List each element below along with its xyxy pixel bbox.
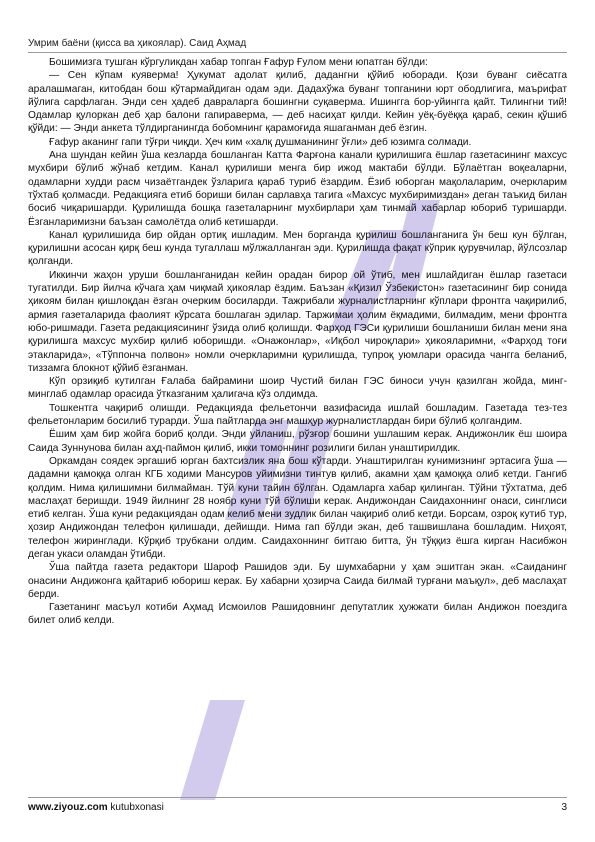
paragraph: Газетанинг масъул котиби Аҳмад Исмоилов Рашидовнинг депутатлик ҳужжати билан Андижон поездига билет олиб келди. — [28, 602, 567, 627]
page-footer — [28, 802, 567, 813]
footer-divider — [28, 797, 567, 798]
paragraph: Бошимизга тушган кўргуликдан хабар топган Ғафур Ғулом мени юпатган бўлди: — [49, 57, 428, 68]
footer-site-link[interactable]: www.ziyouz.com — [28, 802, 108, 813]
paragraph: Канал қурилишида бир ойдан ортиқ ишладим. Мен борганда қурилиш бошланганига ўн беш кун бўлган, қурилишни асосан қирқ беш кунда тугаллаш мўлжалланган эди. Қурилишда фақат кўприк қурувчилар, йўлсозлар қолганди. — [28, 229, 567, 268]
document-body — [28, 56, 567, 628]
paragraph: Тошкентга чақириб олишди. Редакцияда фельетончи вазифасида ишлай бошладим. Газетада тез-тез фельетонларим босилиб турарди. Ўша пайтларда энг машҳур журналистлардан бири бўлиб қолгандим. — [28, 402, 567, 428]
paragraph: Ёшим ҳам бир жойга бориб қолди. Энди уйланиш, рўзғор бошини ушлашим керак. Андижонлик ёш шоира Саида Зуннунова билан аҳд-паймон қилиб, икки томоннинг розилиги билан унаштирилдик. — [28, 429, 567, 454]
book-title: Умрим баёни (қисса ва ҳикоялар). Саид Аҳмад — [28, 38, 247, 49]
page-header — [28, 38, 567, 49]
paragraph: Ана шундан кейин ўша кезларда бошланган Катта Фарғона канали қурилишига ёшлар газетасининг махсус мухбири бўлиб жўнаб кетдим. Канал қурилиши менга бир ижод мактаби бўлди. Бўлаётган воқеаларни, одамларни худди расм чизаётгандек ўзларига қараб туриб ёзардим. Ёзиб юборган мақолаларим, очеркларим тўхтаб қолмасди. Редакцияга етиб бориши билан сарлавҳа тагига «Махсус мухбиримиздан» деган таъкид билан босиб чиқаришарди. Қурилишда бошқа газеталарнинг мухбирлари ҳам тинмай хабарлар юбориб туришарди. Ёзганларимизни баъзан самолётда олиб кетишарди. — [28, 150, 567, 228]
header-divider — [28, 52, 567, 53]
footer-site-suffix: kutubxonasi — [107, 802, 164, 813]
paragraph: Кўп орзиқиб кутилган Ғалаба байрамини шоир Чустий билан ГЭС биноси учун қазилган жойда, минг-минглаб одамлар орасида ўтказганим ҳалигача кўз олдимда. — [28, 376, 567, 401]
paragraph: Оркамдан соядек эргашиб юрган бахтсизлик яна бош кўтарди. Унаштирилган кунимизнинг эртасига ўша — дадамни қамоққа олган КГБ ходими Мансуров уйимизни тинтув қилиб, акамни ҳам қамоққа олиб кетди. Гангиб қолдим. Нима қилишимни билмайман. Тўй куни тайин бўлган. Одамларга хабар қилинган. Тўйни тўхтатма, деб маслаҳат беришди. 1949 йилнинг 28 ноябр куни тўй бўлиши керак. Андижондан Саидахоннинг онаси, синглиси етиб келган. Ўша куни редакциядан одам келиб мени зудлик билан чақириб олиб кетди. Борсам, озроқ кутиб тур, ҳозир Андижондан телефон қилишади, дейишди. Нима гап бўлди экан, деб ташвишлана бошладим. Ниҳоят, телефон жиринглади. Кўрқиб трубкани олдим. Саидахоннинг битгаю битта, ўн тўққиз ёшга кирган Насибжон деган укаси оламдан ўтибди. — [28, 455, 567, 560]
paragraph: Ғафур аканинг гапи тўғри чиқди. Ҳеч ким «халқ душманининг ўғли» деб юзимга солмади. — [49, 136, 472, 148]
paragraph: Ўша пайтда газета редактори Шароф Рашидов эди. Бу шумхабарни у ҳам эшитган экан. «Саиданинг онасини Андижонга қайтариб юбориш керак. Бу хабарни ҳозирча Саида билмай турғани маъқул», деб маслаҳат берди. — [28, 562, 567, 600]
paragraph: — Сен кўпам куяверма! Ҳукумат адолат қилиб, дадангни қўйиб юборади. Қози буванг сиёсатга аралашмаган, китобдан бош кўтармайдиган одам эди. Дадахўжа буванг топганини юрт ободлигига, маърифат йўлига сарфлаган. Энди сен ҳадеб давраларга бошингни суқаверма. Ишингга бор-уйингга қайт. Тилингни тий! Одамлар қулоркан деб ҳар балони гапираверма, — деб насиҳат қилди. Кейин уёқ-буёққа қараб, секин қўшиб қўйди: — Энди анкета тўлдирганингда бобомнинг қарамоғида яшаганман деб ёзгин. — [28, 70, 567, 135]
paragraph: Иккинчи жаҳон уруши бошланганидан кейин орадан бирор ой ўтиб, мен ишлайдиган ёшлар газетаси тугатилди. Бир йилча кўчага ҳам чиқмай ҳикоялар ёздим. Баъзан «Қизил Ўзбекистон» газетасининг бир сонида ҳикоям билан қишлоқдан ёзган очерким босиларди. Тажрибали журналистларнинг кўплари фронтга чақирилиб, армия газеталарида фаолият кўрсата бошлаган эдилар. Таржимаи ҳолим ёқмадими, билмадим, мени фронтга юбо-ришмади. Газета редакциясининг ўзида олиб қолишди. Фарҳод ГЭСи қурилиши бошланиши билан мени яна қурилишга махсус мухбир қилиб юборишди. «Онажонлар», «Иқбол чироқлари» ҳикояларимни, «Фарҳод тоғи этакларида», «Тўппонча полвон» номли очеркларимни қурилишда, тупроқ уюмлари орасида чангга беланиб, тиззамга блокнот қўйиб ёзганман. — [28, 269, 567, 374]
watermark-stroke-5 — [180, 700, 245, 800]
page-number: 3 — [561, 802, 567, 813]
